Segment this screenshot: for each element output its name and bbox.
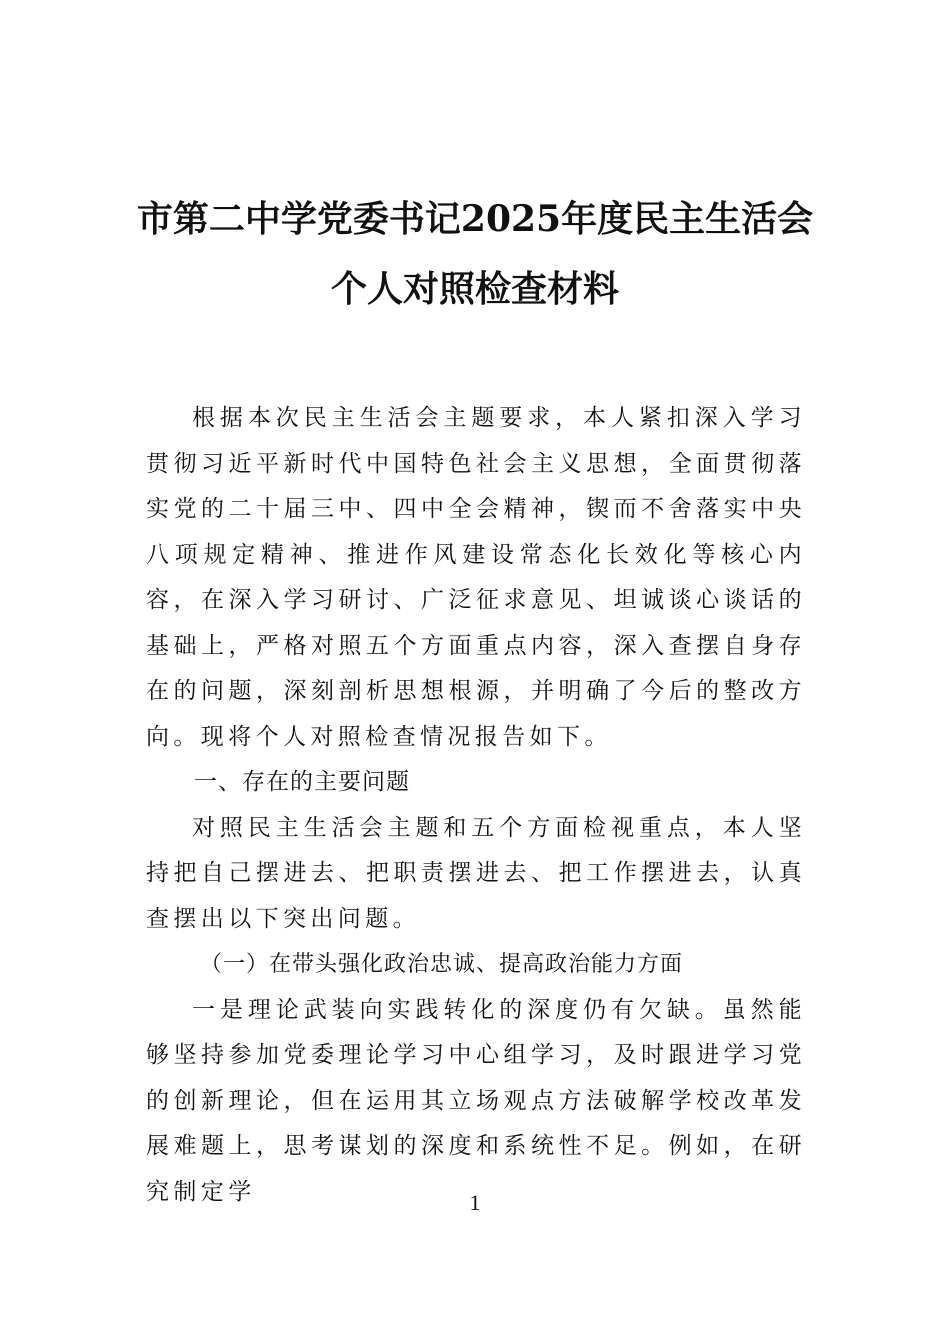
document-title-line-1: 市第二中学党委书记2025年度民主生活会 — [136, 198, 814, 240]
document-body — [146, 396, 806, 1215]
section-heading-main-problems: 一、存在的主要问题 — [194, 769, 410, 795]
page-number: 1 — [469, 1190, 481, 1215]
subsection-paragraph: 一是理论武装向实践转化的深度仍有欠缺。虽然能够坚持参加党委理论学习中心组学习，及时跟进学习党的创新理论，但在运用其立场观点方法破解学校改革发展难题上，思考谋划的深度和系统性不足。例如，在研究制定学 — [146, 996, 806, 1205]
section-paragraph: 对照民主生活会主题和五个方面检视重点，本人坚持把自己摆进去、把职责摆进去、把工作摆进去，认真查摆出以下突出问题。 — [146, 814, 806, 932]
document-title-line-2: 个人对照检查材料 — [330, 268, 619, 310]
intro-paragraph: 根据本次民主生活会主题要求，本人紧扣深入学习贯彻习近平新时代中国特色社会主义思想，全面贯彻落实党的二十届三中、四中全会精神，锲而不舍落实中央八项规定精神、推进作风建设常态化长效化等核心内容，在深入学习研讨、广泛征求意见、坦诚谈心谈话的基础上，严格对照五个方面重点内容，深入查摆自身存在的问题，深刻剖析思想根源，并明确了今后的整改方向。现将个人对照检查情况报告如下。 — [146, 405, 806, 750]
subsection-heading-political-loyalty: （一）在带头强化政治忠诚、提高政治能力方面 — [200, 952, 684, 977]
